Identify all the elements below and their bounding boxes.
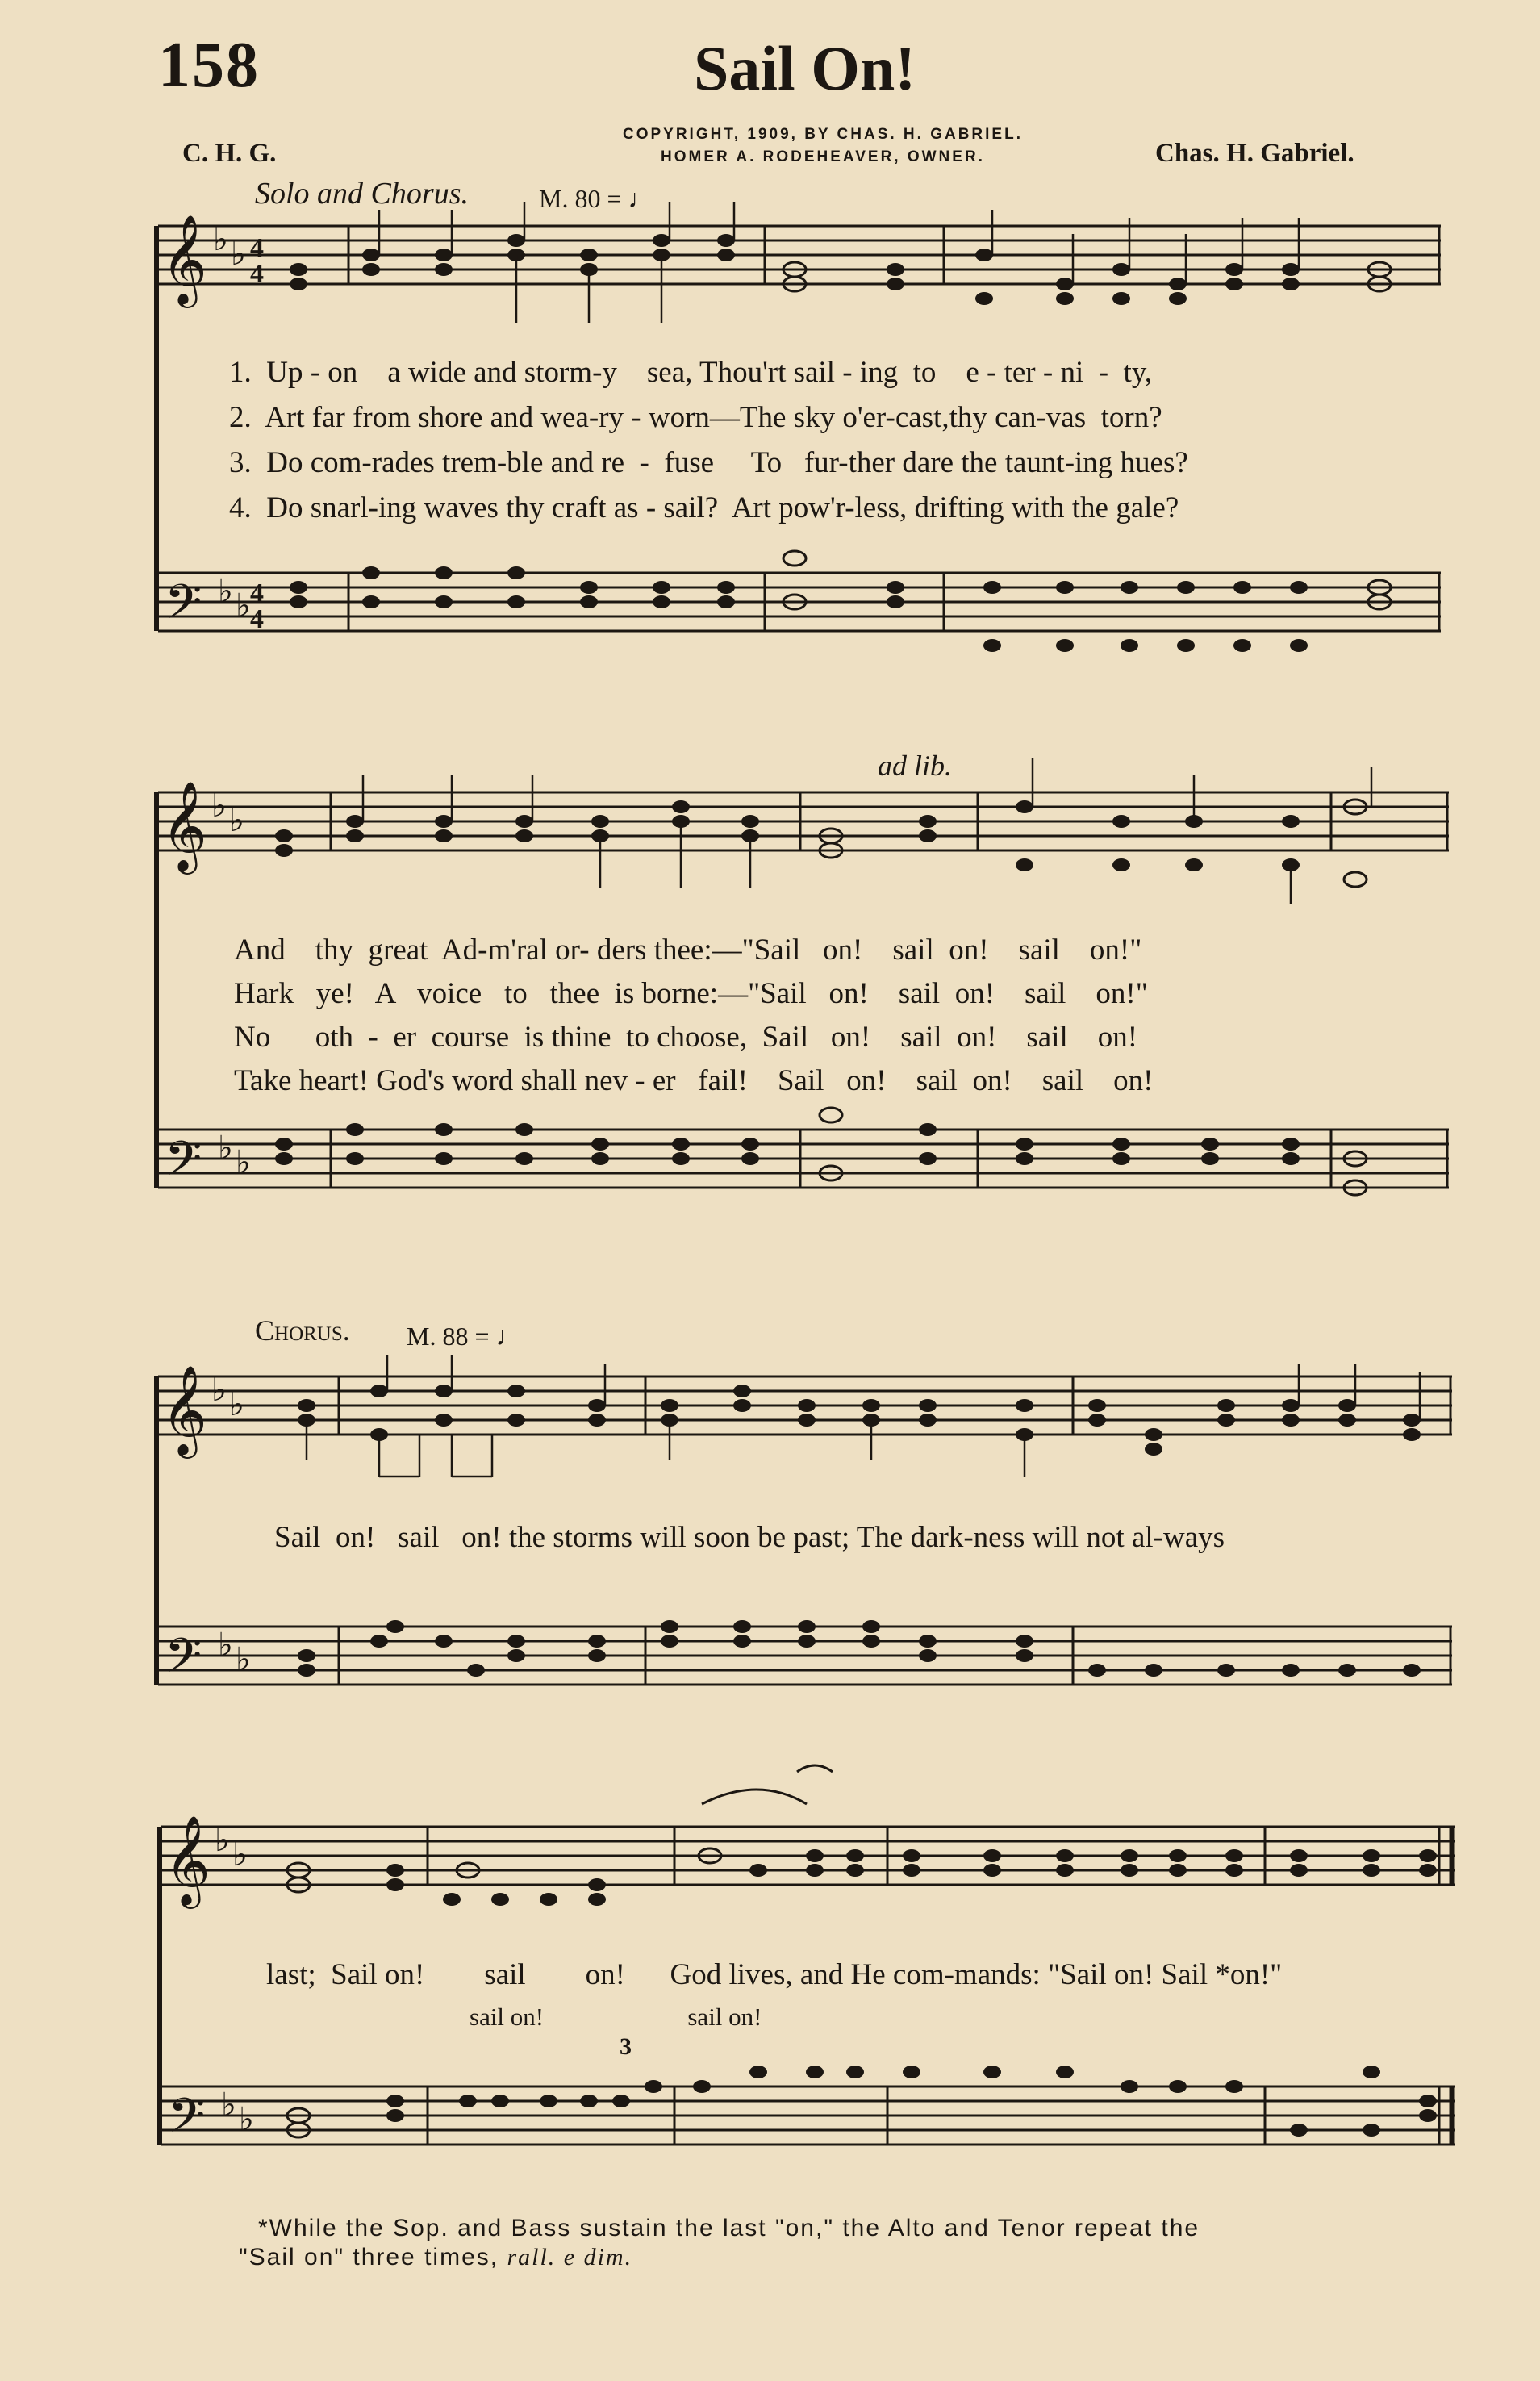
time-signature: 4: [250, 259, 264, 289]
bass-clef-icon: 𝄢: [168, 2087, 206, 2155]
flat-icon: ♭: [231, 236, 246, 272]
copyright-line-1: COPYRIGHT, 1909, BY CHAS. H. GABRIEL.: [622, 126, 1023, 143]
verse-4-line-1: 4. Do snarl-ing waves thy craft as - sail? Art pow'r-less, drifting with the gale?: [229, 491, 1179, 524]
verse-1-line-2: And thy great Ad-m'ral or- ders thee:—"Sail on! sail on! sail on!": [234, 934, 1142, 967]
flat-icon: ♭: [239, 2101, 254, 2137]
treble-clef-icon: 𝄞: [161, 780, 207, 871]
verse-3-line-2: No oth - er course is thine to choose, Sail on! sail on! sail on!: [234, 1021, 1138, 1054]
flat-icon: ♭: [218, 573, 233, 609]
bass-clef-icon: 𝄢: [165, 574, 202, 641]
chorus-line-2-under: sail on! sail on!: [470, 2003, 762, 2031]
flat-icon: ♭: [229, 1386, 244, 1422]
ad-lib-marking: ad lib.: [878, 750, 953, 782]
time-signature: 4: [250, 579, 264, 608]
time-signature: 4: [250, 604, 264, 634]
verse-2-line-1: 2. Art far from shore and wea-ry - worn—The sky o'er-cast,thy can-vas torn?: [229, 401, 1162, 434]
chorus-marking: Chorus.: [255, 1314, 350, 1347]
hymn-title: Sail On!: [694, 33, 916, 103]
flat-icon: ♭: [236, 1641, 251, 1677]
flat-icon: ♭: [232, 1836, 248, 1873]
author-right: Chas. H. Gabriel.: [1155, 139, 1354, 168]
solo-and-chorus-marking: Solo and Chorus.: [255, 177, 469, 211]
flat-icon: ♭: [229, 802, 244, 838]
bass-clef-icon: 𝄢: [165, 1130, 202, 1198]
tempo-marking-1: M. 80 = ♩: [539, 184, 654, 213]
chorus-line-1: Sail on! sail on! the storms will soon be past; The dark-ness will not al-ways: [274, 1521, 1225, 1554]
flat-icon: ♭: [215, 1822, 230, 1858]
footnote-line-1: *While the Sop. and Bass sustain the last "on," the Alto and Tenor repeat the: [258, 2215, 1200, 2241]
flat-icon: ♭: [221, 2087, 236, 2123]
treble-notes: [386, 1849, 1437, 1906]
time-signature: 4: [250, 233, 264, 263]
flat-icon: ♭: [236, 587, 251, 624]
flat-icon: ♭: [236, 1144, 251, 1180]
flat-icon: ♭: [218, 1130, 233, 1166]
author-left: C. H. G.: [182, 139, 277, 168]
hymn-number: 158: [158, 30, 260, 101]
verse-1-line-1: 1. Up - on a wide and storm-y sea, Thou'rt sail - ing to e - ter - ni - ty,: [229, 356, 1153, 389]
verse-2-line-2: Hark ye! A voice to thee is borne:—"Sail on! sail on! sail on!": [234, 977, 1148, 1010]
flat-icon: ♭: [211, 787, 227, 824]
flat-icon: ♭: [218, 1627, 233, 1663]
verse-3-line-1: 3. Do com-rades trem-ble and re - fuse To fur-ther dare the taunt-ing hues?: [229, 446, 1188, 479]
footnote-line-2-text: "Sail on" three times,: [239, 2244, 499, 2270]
triplet-marking: 3: [620, 2033, 632, 2060]
flat-icon: ♭: [213, 221, 228, 257]
treble-clef-icon: 𝄞: [161, 214, 207, 304]
footnote-line-2: [239, 2241, 632, 2274]
copyright-line-2: HOMER A. RODEHEAVER, OWNER.: [661, 148, 985, 165]
footnote-rall: rall. e dim.: [507, 2244, 633, 2270]
treble-clef-icon: 𝄞: [161, 1364, 207, 1455]
bass-clef-icon: 𝄢: [165, 1627, 202, 1695]
flat-icon: ♭: [211, 1372, 227, 1408]
chorus-line-2: last; Sail on! sail on! God lives, and He com-mands: "Sail on! Sail *on!": [266, 1958, 1283, 1991]
treble-clef-icon: 𝄞: [165, 1815, 211, 1905]
verse-4-line-2: Take heart! God's word shall nev - er fail! Sail on! sail on! sail on!: [234, 1064, 1154, 1097]
tempo-marking-2: M. 88 = ♩: [407, 1322, 522, 1351]
